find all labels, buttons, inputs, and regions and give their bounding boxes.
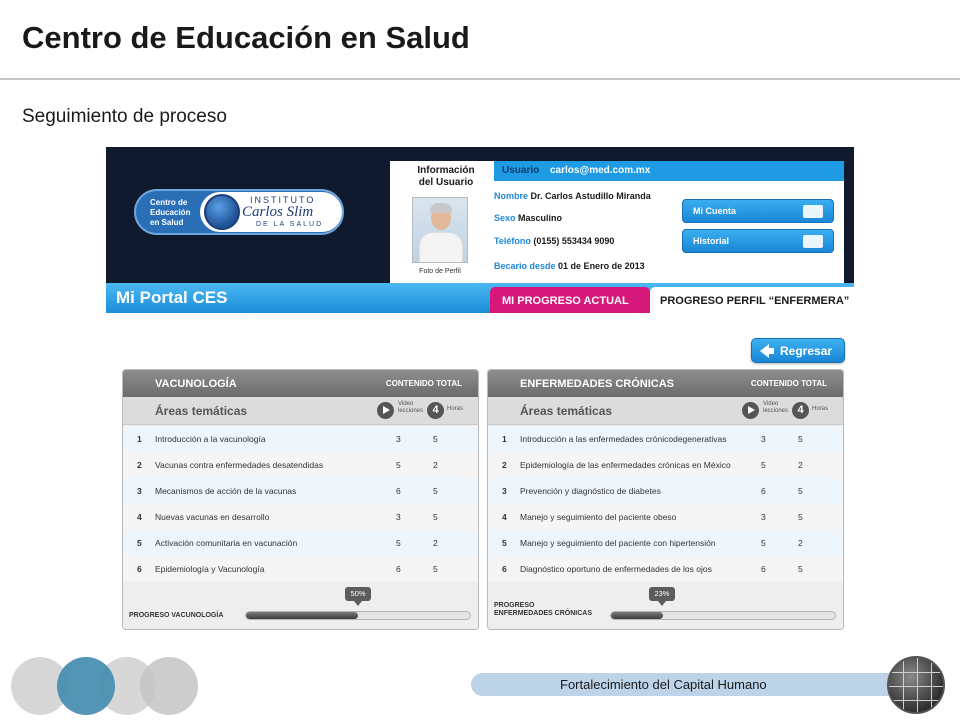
ces-logo[interactable] <box>134 189 344 235</box>
topic-title: Epidemiología y Vacunología <box>155 564 265 574</box>
topic-title: Prevención y diagnóstico de diabetes <box>520 486 661 496</box>
video-count: 3 <box>761 512 766 522</box>
topic-title: Epidemiología de las enfermedades crónicas en México <box>520 460 731 470</box>
topics-list <box>488 426 843 582</box>
logo-instituto-text: INSTITUTO <box>250 195 316 205</box>
becario-label: Becario desde <box>494 261 556 271</box>
hours-count: 2 <box>433 460 438 470</box>
video-lecciones-label: Video lecciones <box>763 401 789 414</box>
telefono-label: Teléfono <box>494 236 531 246</box>
telefono-field <box>494 236 614 246</box>
logo-carlos-slim-text: Carlos Slim <box>242 204 314 220</box>
topic-title: Activación comunitaria en vacunación <box>155 538 298 548</box>
progress-track <box>610 611 836 620</box>
contenido-total-label: CONTENIDO TOTAL <box>385 379 462 388</box>
topic-title: Diagnóstico oportuno de enfermedades de los ojos <box>520 564 712 574</box>
portal-nav-bar <box>106 283 854 313</box>
video-count: 3 <box>396 512 401 522</box>
back-arrow-tail <box>768 348 774 354</box>
topic-row[interactable] <box>123 478 478 504</box>
progress-bubble: 50% <box>345 587 371 601</box>
hours-count: 5 <box>798 434 803 444</box>
panel-title: ENFERMEDADES CRÓNICAS <box>520 378 675 390</box>
topic-row[interactable] <box>123 556 478 582</box>
topics-list <box>123 426 478 582</box>
progress-area <box>123 582 478 630</box>
hours-count: 2 <box>798 460 803 470</box>
panel-title: VACUNOLOGÍA <box>155 378 237 390</box>
globe-logo-icon <box>887 656 945 714</box>
nombre-value: Dr. Carlos Astudillo Miranda <box>530 191 651 201</box>
globe-latitude <box>889 686 943 687</box>
folder-icon <box>803 205 823 218</box>
topic-title: Vacunas contra enfermedades desatendidas <box>155 460 324 470</box>
topic-row[interactable] <box>123 504 478 530</box>
globe-icon <box>204 194 240 230</box>
folder-icon <box>803 235 823 248</box>
photo-caption: Foto de Perfil <box>419 268 461 275</box>
topic-number: 5 <box>502 538 507 548</box>
user-info-card <box>390 161 844 283</box>
topic-title: Introducción a las enfermedades crónicodegenerativas <box>520 434 727 444</box>
nombre-field <box>494 191 651 201</box>
topic-number: 4 <box>137 512 142 522</box>
areas-header <box>123 397 478 425</box>
decorative-circle <box>140 657 198 715</box>
vacunologia-panel <box>122 369 479 630</box>
portal-header <box>106 147 854 313</box>
horas-label: Horas <box>447 406 464 412</box>
topic-number: 3 <box>502 486 507 496</box>
topic-number: 6 <box>137 564 142 574</box>
progress-area <box>488 582 843 630</box>
historial-label: Historial <box>693 236 730 246</box>
progress-label: PROGRESO ENFERMEDADES CRÓNICAS <box>494 602 593 617</box>
hours-count: 2 <box>433 538 438 548</box>
sexo-label: Sexo <box>494 213 516 223</box>
topic-row[interactable] <box>488 556 843 582</box>
topic-number: 4 <box>502 512 507 522</box>
doctor-coat <box>419 232 463 263</box>
video-count: 5 <box>396 538 401 548</box>
topic-row[interactable] <box>123 452 478 478</box>
hours-count: 5 <box>433 512 438 522</box>
hours-icon: 4 <box>427 402 444 419</box>
topic-row[interactable] <box>488 452 843 478</box>
play-icon <box>742 402 759 419</box>
topic-number: 1 <box>502 434 507 444</box>
logo-salud-text: DE LA SALUD <box>256 221 324 228</box>
sexo-field <box>494 213 562 223</box>
hours-count: 5 <box>798 486 803 496</box>
video-count: 5 <box>761 538 766 548</box>
video-count: 5 <box>761 460 766 470</box>
topic-row[interactable] <box>488 478 843 504</box>
areas-tematicas-label: Áreas temáticas <box>155 404 248 418</box>
areas-header <box>488 397 843 425</box>
video-count: 3 <box>761 434 766 444</box>
sexo-value: Masculino <box>518 213 563 223</box>
video-lecciones-label: Video lecciones <box>398 401 424 414</box>
user-info-heading: Información del Usuario <box>417 165 475 188</box>
topic-title: Introducción a la vacunología <box>155 434 266 444</box>
video-count: 6 <box>396 486 401 496</box>
globe-longitude <box>931 658 932 712</box>
mi-cuenta-label: Mi Cuenta <box>693 206 737 216</box>
slide-title: Centro de Educación en Salud <box>22 20 470 55</box>
hours-count: 5 <box>798 512 803 522</box>
historial-button[interactable] <box>682 229 834 253</box>
logo-pill-text: Centro de Educación en Salud <box>150 198 191 227</box>
video-count: 3 <box>396 434 401 444</box>
hours-count: 5 <box>433 486 438 496</box>
hours-count: 5 <box>798 564 803 574</box>
slide-subtitle: Seguimiento de proceso <box>22 106 227 127</box>
areas-tematicas-label: Áreas temáticas <box>520 404 613 418</box>
tab-mi-progreso-actual[interactable]: MI PROGRESO ACTUAL <box>490 287 650 313</box>
regresar-button[interactable] <box>751 338 845 363</box>
progress-fill <box>611 612 663 619</box>
topic-number: 3 <box>137 486 142 496</box>
tab-progreso-perfil[interactable]: PROGRESO PERFIL “ENFERMERA” <box>650 287 854 313</box>
globe-latitude <box>889 700 943 701</box>
instituto-logo <box>200 192 342 232</box>
hours-count: 2 <box>798 538 803 548</box>
video-count: 5 <box>396 460 401 470</box>
nombre-label: Nombre <box>494 191 529 201</box>
topic-number: 6 <box>502 564 507 574</box>
topic-title: Manejo y seguimiento del paciente con hipertensión <box>520 538 716 548</box>
video-count: 6 <box>396 564 401 574</box>
panel-header <box>123 370 478 397</box>
globe-longitude <box>903 658 904 712</box>
portal-name: Mi Portal CES <box>116 288 228 307</box>
topic-row[interactable] <box>123 530 478 556</box>
panel-header <box>488 370 843 397</box>
footer-text: Fortalecimiento del Capital Humano <box>560 677 767 692</box>
contenido-total-label: CONTENIDO TOTAL <box>750 379 827 388</box>
topic-number: 2 <box>502 460 507 470</box>
topic-number: 5 <box>137 538 142 548</box>
topic-title: Manejo y seguimiento del paciente obeso <box>520 512 677 522</box>
topic-title: Nuevas vacunas en desarrollo <box>155 512 270 522</box>
telefono-value: (0155) 553434 9090 <box>533 236 615 246</box>
hours-count: 5 <box>433 434 438 444</box>
regresar-label: Regresar <box>780 344 833 358</box>
doctor-hair <box>430 203 452 213</box>
title-divider <box>0 78 960 80</box>
progress-fill <box>246 612 358 619</box>
play-icon <box>377 402 394 419</box>
topic-title: Mecanismos de acción de la vacunas <box>155 486 297 496</box>
topic-number: 1 <box>137 434 142 444</box>
horas-label: Horas <box>812 406 829 412</box>
topic-row[interactable] <box>488 426 843 452</box>
becario-field <box>494 261 645 271</box>
enfermedades-cronicas-panel <box>487 369 844 630</box>
profile-photo[interactable] <box>412 197 468 263</box>
topic-number: 2 <box>137 460 142 470</box>
usuario-bar <box>494 161 844 181</box>
usuario-value: carlos@med.com.mx <box>550 165 651 176</box>
mi-cuenta-button[interactable] <box>682 199 834 223</box>
topic-row[interactable] <box>123 426 478 452</box>
progress-label: PROGRESO VACUNOLOGÍA <box>129 612 224 619</box>
usuario-label: Usuario <box>502 165 540 176</box>
decorative-circle-accent <box>57 657 115 715</box>
topic-row[interactable] <box>488 504 843 530</box>
topic-row[interactable] <box>488 530 843 556</box>
becario-value: 01 de Enero de 2013 <box>558 261 645 271</box>
progress-bubble: 23% <box>649 587 675 601</box>
video-count: 6 <box>761 486 766 496</box>
globe-longitude <box>917 658 918 712</box>
video-count: 6 <box>761 564 766 574</box>
globe-latitude <box>889 672 943 673</box>
hours-count: 5 <box>433 564 438 574</box>
progress-track <box>245 611 471 620</box>
hours-icon: 4 <box>792 402 809 419</box>
